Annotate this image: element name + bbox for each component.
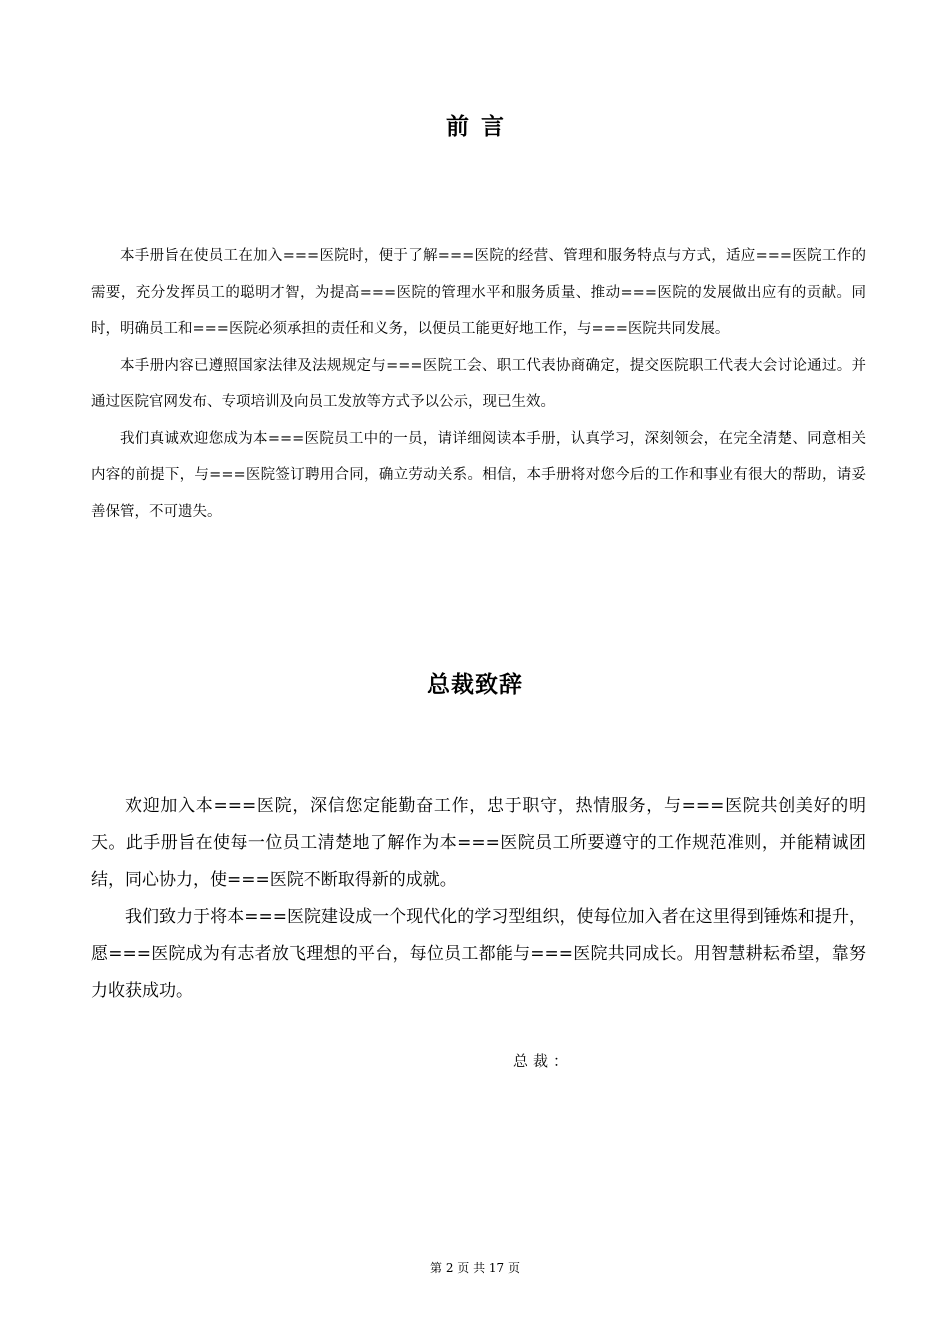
preface-paragraph: 本手册旨在使员工在加入===医院时，便于了解===医院的经营、管理和服务特点与方式，适应===医院工作的需要，充分发挥员工的聪明才智，为提高===医院的管理水平和服务质量、推动===医院的发展做出应有的贡献。同时，明确员工和===医院必须承担的责任和义务，以便员工能更好地工作，与===医院共同发展。 xyxy=(91,248,866,337)
preface-title: 前言 xyxy=(446,114,516,140)
president-message-paragraph: 欢迎加入本===医院，深信您定能勤奋工作，忠于职守，热情服务，与===医院共创美好的明天。此手册旨在使每一位员工清楚地了解作为本===医院员工所要遵守的工作规范准则，并能精诚团结，同心协力，使===医院不断取得新的成就。 xyxy=(91,796,866,890)
preface-paragraph: 本手册内容已遵照国家法律及法规规定与===医院工会、职工代表协商确定，提交医院职工代表大会讨论通过。并通过医院官网发布、专项培训及向员工发放等方式予以公示，现已生效。 xyxy=(91,357,866,410)
preface-paragraph: 我们真诚欢迎您成为本===医院员工中的一员，请详细阅读本手册，认真学习，深刻领会，在完全清楚、同意相关内容的前提下，与===医院签订聘用合同，确立劳动关系。相信，本手册将对您今后的工作和事业有很大的帮助，请妥善保管，不可遗失。 xyxy=(91,430,866,520)
page-footer: 第 2 页 共 17 页 xyxy=(430,1261,520,1275)
president-message-title: 总裁致辞 xyxy=(427,672,523,698)
signature-label: 总裁： xyxy=(513,1052,574,1070)
president-message-body xyxy=(91,788,866,1010)
president-message-paragraph: 我们致力于将本===医院建设成一个现代化的学习型组织，使每位加入者在这里得到锤炼和提升，愿===医院成为有志者放飞理想的平台，每位员工都能与===医院共同成长。用智慧耕耘希望，靠努力收获成功。 xyxy=(91,907,866,1001)
preface-body xyxy=(91,238,866,530)
